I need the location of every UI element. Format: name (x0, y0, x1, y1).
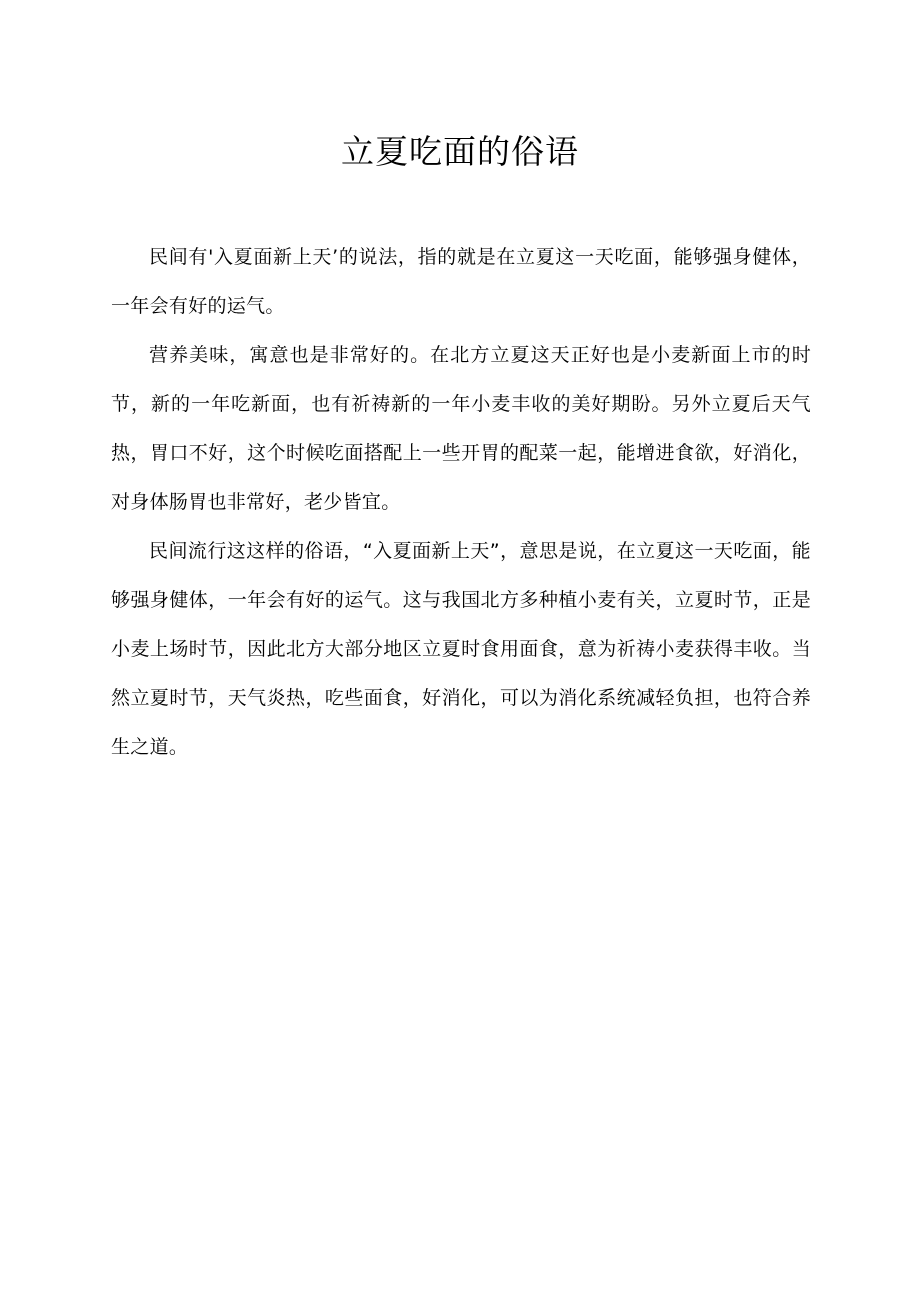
document-body (111, 233, 811, 772)
paragraph: 营养美味，寓意也是非常好的。在北方立夏这天正好也是小麦新面上市的时节，新的一年吃新面，也有祈祷新的一年小麦丰收的美好期盼。另外立夏后天气热，胃口不好，这个时候吃面搭配上一些开胃的配菜一起，能增进食欲，好消化，对身体肠胃也非常好，老少皆宜。 (111, 344, 811, 513)
paragraph: 民间流行这这样的俗语，“入夏面新上天”，意思是说，在立夏这一天吃面，能够强身健体，一年会有好的运气。这与我国北方多种植小麦有关，立夏时节，正是小麦上场时节，因此北方大部分地区立夏时食用面食，意为祈祷小麦获得丰收。当然立夏时节，天气炎热，吃些面食，好消化，可以为消化系统减轻负担，也符合养生之道。 (111, 540, 811, 758)
paragraph: 民间有'入夏面新上天’的说法，指的就是在立夏这一天吃面，能够强身健体，一年会有好的运气。 (111, 246, 811, 317)
page-title: 立夏吃面的俗语 (341, 132, 579, 171)
